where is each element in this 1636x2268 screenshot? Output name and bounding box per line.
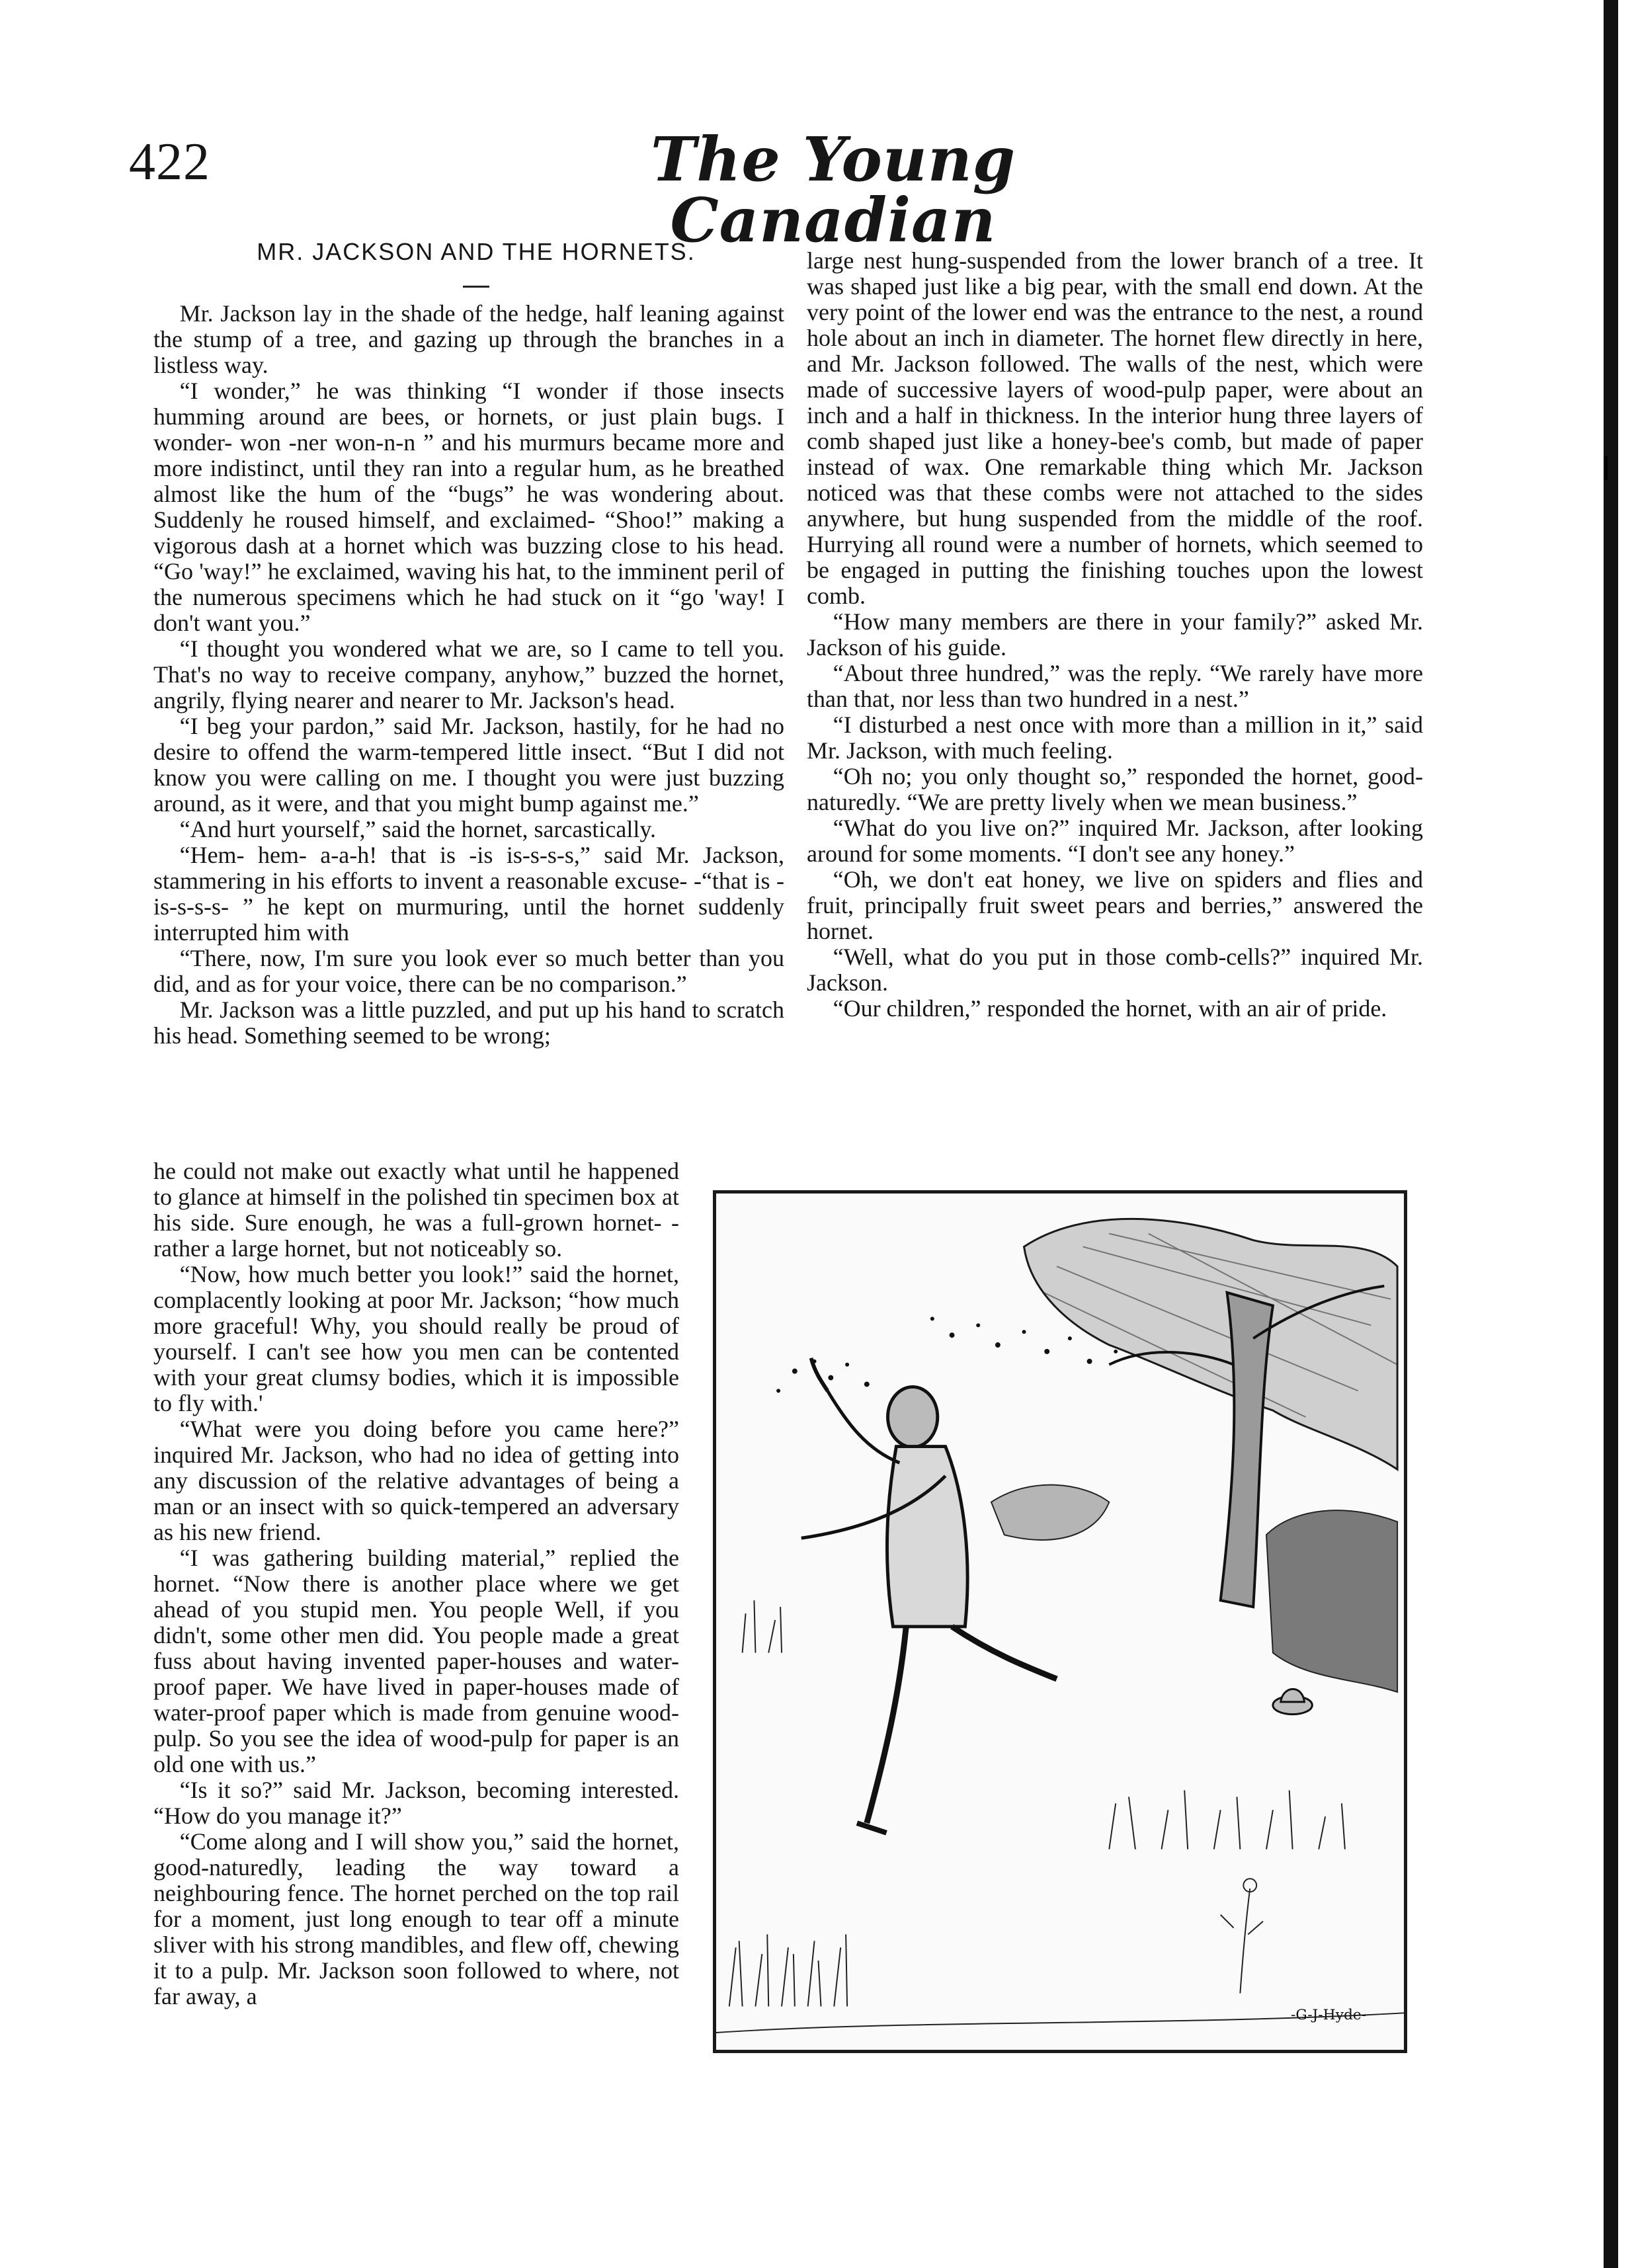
right-column (807, 248, 1423, 1022)
paragraph: “Is it so?” said Mr. Jackson, becoming interested. “How do you manage it?” (153, 1777, 679, 1829)
paragraph: “Our children,” responded the hornet, with an air of pride. (833, 995, 1387, 1022)
left-column-narrow (153, 1158, 679, 2009)
paragraph: large nest hung-suspended from the lower branch of a tree. It was shaped just like a big pear, with the small end down. At the very point of the lower end was the entrance to the nest, a round hole about an inch in diameter. The hornet flew directly in here, and Mr. Jackson followed. The walls of the nest, which were made of successive layers of wood-pulp paper, were about an inch and a half in thickness. In the interior hung three layers of comb shaped just like a honey-bee's comb, but made of paper instead of wax. One remarkable thing which Mr. Jackson noticed was that these combs were not attached to the sides anywhere, but hung suspended from the middle of the roof. Hurrying all round were a number of hornets, which seemed to be engaged in putting the finishing touches upon the lowest comb. (807, 247, 1423, 609)
paragraph: he could not make out exactly what until he happened to glance at himself in the polished tin specimen box at his side. Sure enough, he was a full-grown hornet- -rather a large hornet, but not noticeably so. (153, 1158, 679, 1262)
paragraph: “Now, how much better you look!” said the hornet, complacently looking at poor Mr. Jackson; “how much more graceful! Why, you should really be proud of yourself. I can't see how you men can be contented with your great clumsy bodies, which it is impossible to fly with.' (153, 1261, 679, 1416)
paragraph: “I thought you wondered what we are, so I came to tell you. That's no way to receive company, anyhow,” buzzed the hornet, angrily, flying nearer and nearer to Mr. Jackson's head. (153, 635, 784, 713)
paragraph: “I disturbed a nest once with more than a million in it,” said Mr. Jackson, with much feeling. (807, 711, 1423, 764)
page-edge-strip (1604, 0, 1618, 2268)
dropped-hat (1273, 1689, 1312, 1715)
paragraph: “Oh no; you only thought so,” responded the hornet, good-naturedly. “We are pretty lively when we mean business.” (807, 763, 1423, 815)
paragraph: “What do you live on?” inquired Mr. Jackson, after looking around for some moments. “I don't see any honey.” (807, 815, 1423, 867)
engraving (716, 1194, 1404, 2050)
page-number: 422 (129, 133, 210, 191)
paragraph: “I wonder,” he was thinking “I wonder if those insects humming around are bees, or hornets, or just plain bugs. I wonder- won -ner won-n-n ” and his murmurs became more and more indistinct, until they ran into a regular hum, as he breathed almost like the hum of the “bugs” he was wondering about. Suddenly he roused himself, and exclaimed- “Shoo!” making a vigorous dash at a hornet which was buzzing close to his head. “Go 'way!” he exclaimed, waving his hat, to the imminent peril of the numerous specimens which he had stuck on it “go 'way! I don't want you.” (153, 378, 784, 636)
bushes (991, 1485, 1397, 1692)
paragraph: “And hurt yourself,” said the hornet, sarcastically. (179, 816, 657, 842)
paragraph: “Well, what do you put in those comb-cells?” inquired Mr. Jackson. (807, 944, 1423, 996)
paragraph: “What were you doing before you came here?” inquired Mr. Jackson, who had no idea of getting into any discussion of the relative advantages of being a man or an insect with so quick-tempered an adversary as his new friend. (153, 1416, 679, 1545)
paragraph: “Oh, we don't eat honey, we live on spiders and flies and fruit, principally fruit sweet pears and berries,” answered the hornet. (807, 866, 1423, 944)
left-column (153, 301, 784, 1049)
illustrator-signature: -G-J-Hyde- (1291, 2007, 1367, 2024)
title-rule (463, 286, 489, 288)
paragraph: Mr. Jackson was a little puzzled, and put up his hand to scratch his head. Something seemed to be wrong; (153, 996, 784, 1049)
tree-canopy (1024, 1219, 1398, 1469)
paragraph: Mr. Jackson lay in the shade of the hedge, half leaning against the stump of a tree, and gazing up through the branches in a listless way. (153, 300, 784, 378)
paragraph: “How many members are there in your family?” asked Mr. Jackson of his guide. (807, 608, 1423, 661)
hornet-swarm (776, 1316, 1118, 1393)
illustration-man-fleeing-hornets (713, 1190, 1407, 2053)
paragraph: “I beg your pardon,” said Mr. Jackson, hastily, for he had no desire to offend the warm-tempered little insect. “But I did not know you were calling on me. I thought you were just buzzing around, as it were, and that you might bump against me.” (153, 713, 784, 817)
article-title: MR. JACKSON AND THE HORNETS. (257, 238, 696, 265)
masthead: The Young Canadian (650, 124, 1016, 256)
page-edge-mark (1604, 456, 1608, 480)
paragraph: “I was gathering building material,” replied the hornet. “Now there is another place where we get ahead of you stupid men. You people Well, if you didn't, some other men did. You people made a great fuss about having invented paper-houses and water-proof paper. We have lived in paper-houses made of water-proof paper which is made from genuine wood-pulp. So you see the idea of wood-pulp for paper is an old one with us.” (153, 1545, 679, 1777)
running-man (801, 1358, 1057, 1833)
paragraph: “Come along and I will show you,” said the hornet, good-naturedly, leading the way toward a neighbouring fence. The hornet perched on the top rail for a moment, just long enough to tear off a minute sliver with his strong mandibles, and flew off, chewing it to a pulp. Mr. Jackson soon followed to where, not far away, a (153, 1828, 679, 2009)
paragraph: “Hem- hem- a-a-h! that is -is is-s-s-s,” said Mr. Jackson, stammering in his efforts to invent a reasonable excuse- -“that is -is-s-s-s- ” he kept on murmuring, until the hornet suddenly interrupted him with (153, 842, 784, 946)
wildflower (1221, 1879, 1263, 1993)
paragraph: “There, now, I'm sure you look ever so much better than you did, and as for your voice, there can be no comparison.” (153, 945, 784, 997)
paragraph: “About three hundred,” was the reply. “We rarely have more than that, nor less than two hundred in a nest.” (807, 660, 1423, 712)
